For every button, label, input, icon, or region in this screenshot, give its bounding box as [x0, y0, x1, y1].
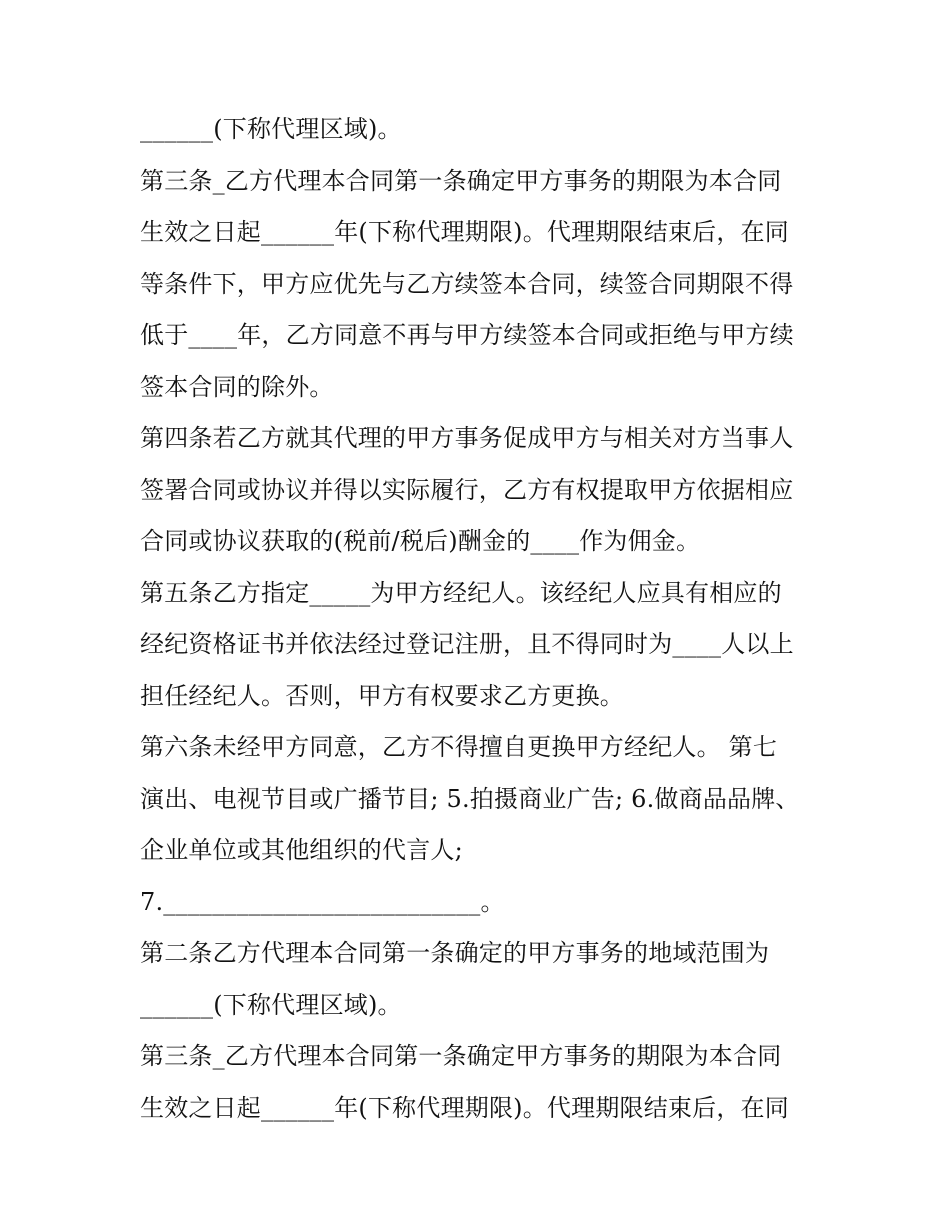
text-line: 第四条若乙方就其代理的甲方事务促成甲方与相关对方当事人 [140, 424, 794, 452]
text-line: 签本合同的除外。 [140, 372, 334, 401]
contract-text [140, 104, 840, 1134]
text-line: 演出、电视节目或广播节目; 5.拍摄商业广告; 6.做商品品牌、 [140, 784, 800, 813]
text-line: 第三条_乙方代理本合同第一条确定甲方事务的期限为本合同 [140, 1042, 782, 1070]
text-line: 第六条未经甲方同意，乙方不得擅自更换甲方经纪人。 第七 [140, 733, 778, 761]
text-line: 第三条_乙方代理本合同第一条确定甲方事务的期限为本合同 [140, 166, 782, 195]
text-line: 等条件下，甲方应优先与乙方续签本合同，续签合同期限不得 [140, 269, 794, 298]
text-line: 担任经纪人。否则，甲方有权要求乙方更换。 [140, 681, 624, 710]
text-line: 签署合同或协议并得以实际履行，乙方有权提取甲方依据相应 [140, 475, 794, 504]
text-line: 合同或协议获取的(税前/税后)酬金的____作为佣金。 [140, 527, 701, 555]
text-line: 企业单位或其他组织的代言人; [140, 836, 463, 864]
text-line: 生效之日起______年(下称代理期限)。代理期限结束后，在同 [140, 1093, 789, 1122]
text-line: ______(下称代理区域)。 [140, 115, 402, 143]
text-line: 生效之日起______年(下称代理期限)。代理期限结束后，在同 [140, 218, 789, 246]
text-line: 低于____年，乙方同意不再与甲方续签本合同或拒绝与甲方续 [140, 321, 794, 349]
text-line: 第五条乙方指定_____为甲方经纪人。该经纪人应具有相应的 [140, 578, 782, 607]
text-line: 经纪资格证书并依法经过登记注册，且不得同时为____人以上 [140, 630, 794, 658]
text-line: 第二条乙方代理本合同第一条确定的甲方事务的地域范围为 [140, 939, 770, 967]
text-line: 7.__________________________。 [140, 887, 505, 916]
text-line: ______(下称代理区域)。 [140, 990, 402, 1019]
